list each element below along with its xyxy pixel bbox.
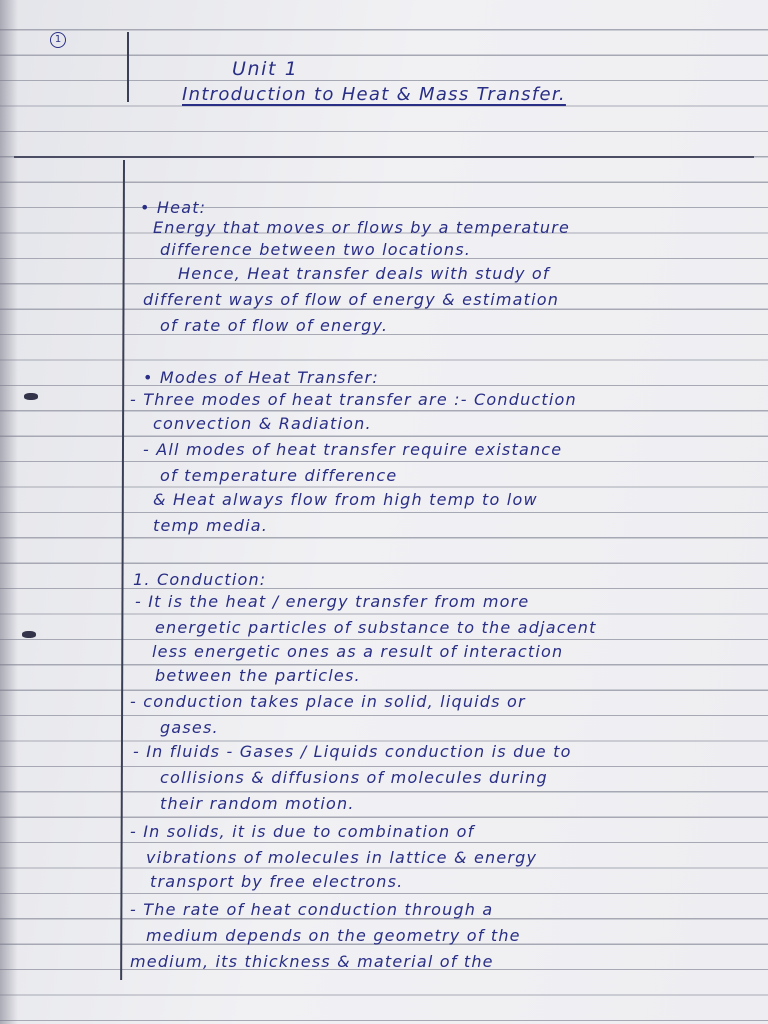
conduction-line-7: - In fluids - Gases / Liquids conduction is due to: [133, 742, 572, 761]
heat-line-1: Energy that moves or flows by a temperature: [153, 218, 571, 237]
heat-heading: • Heat:: [140, 198, 207, 217]
conduction-line-8: collisions & diffusions of molecules during: [160, 768, 548, 787]
modes-line-5: & Heat always flow from high temp to low: [153, 490, 538, 509]
conduction-line-11: vibrations of molecules in lattice & energy: [146, 848, 538, 867]
modes-line-6: temp media.: [153, 516, 269, 535]
margin-mark: [22, 631, 36, 638]
modes-line-3: - All modes of heat transfer require existance: [143, 440, 563, 459]
heat-line-3: Hence, Heat transfer deals with study of: [178, 264, 550, 283]
conduction-line-1: - It is the heat / energy transfer from more: [135, 592, 530, 611]
modes-line-4: of temperature difference: [160, 466, 398, 485]
header-divider: [14, 156, 754, 158]
conduction-line-15: medium, its thickness & material of the: [130, 952, 494, 971]
heat-line-2: difference between two locations.: [160, 240, 472, 259]
page-subtitle: Introduction to Heat & Mass Transfer.: [182, 84, 566, 105]
modes-heading: • Modes of Heat Transfer:: [143, 368, 379, 387]
page-number: 1: [50, 32, 66, 48]
heat-line-5: of rate of flow of energy.: [160, 316, 389, 335]
conduction-line-12: transport by free electrons.: [150, 872, 404, 891]
conduction-line-14: medium depends on the geometry of the: [146, 926, 521, 945]
modes-line-1: - Three modes of heat transfer are :- Conduction: [130, 390, 577, 409]
conduction-line-5: - conduction takes place in solid, liquids or: [130, 692, 526, 711]
conduction-line-13: - The rate of heat conduction through a: [130, 900, 494, 919]
conduction-line-3: less energetic ones as a result of interaction: [152, 642, 564, 661]
conduction-line-6: gases.: [160, 718, 219, 737]
conduction-heading: 1. Conduction:: [133, 570, 267, 589]
margin-mark: [24, 393, 38, 400]
heat-line-4: different ways of flow of energy & estimation: [143, 290, 560, 309]
conduction-line-2: energetic particles of substance to the adjacent: [155, 618, 597, 637]
margin-line-main: [120, 160, 125, 980]
page-edge-shadow: [0, 0, 18, 1024]
modes-line-2: convection & Radiation.: [153, 414, 372, 433]
conduction-line-4: between the particles.: [155, 666, 361, 685]
unit-title: Unit 1: [232, 58, 299, 80]
conduction-line-9: their random motion.: [160, 794, 355, 813]
margin-line-top: [127, 32, 129, 102]
conduction-line-10: - In solids, it is due to combination of: [130, 822, 475, 841]
